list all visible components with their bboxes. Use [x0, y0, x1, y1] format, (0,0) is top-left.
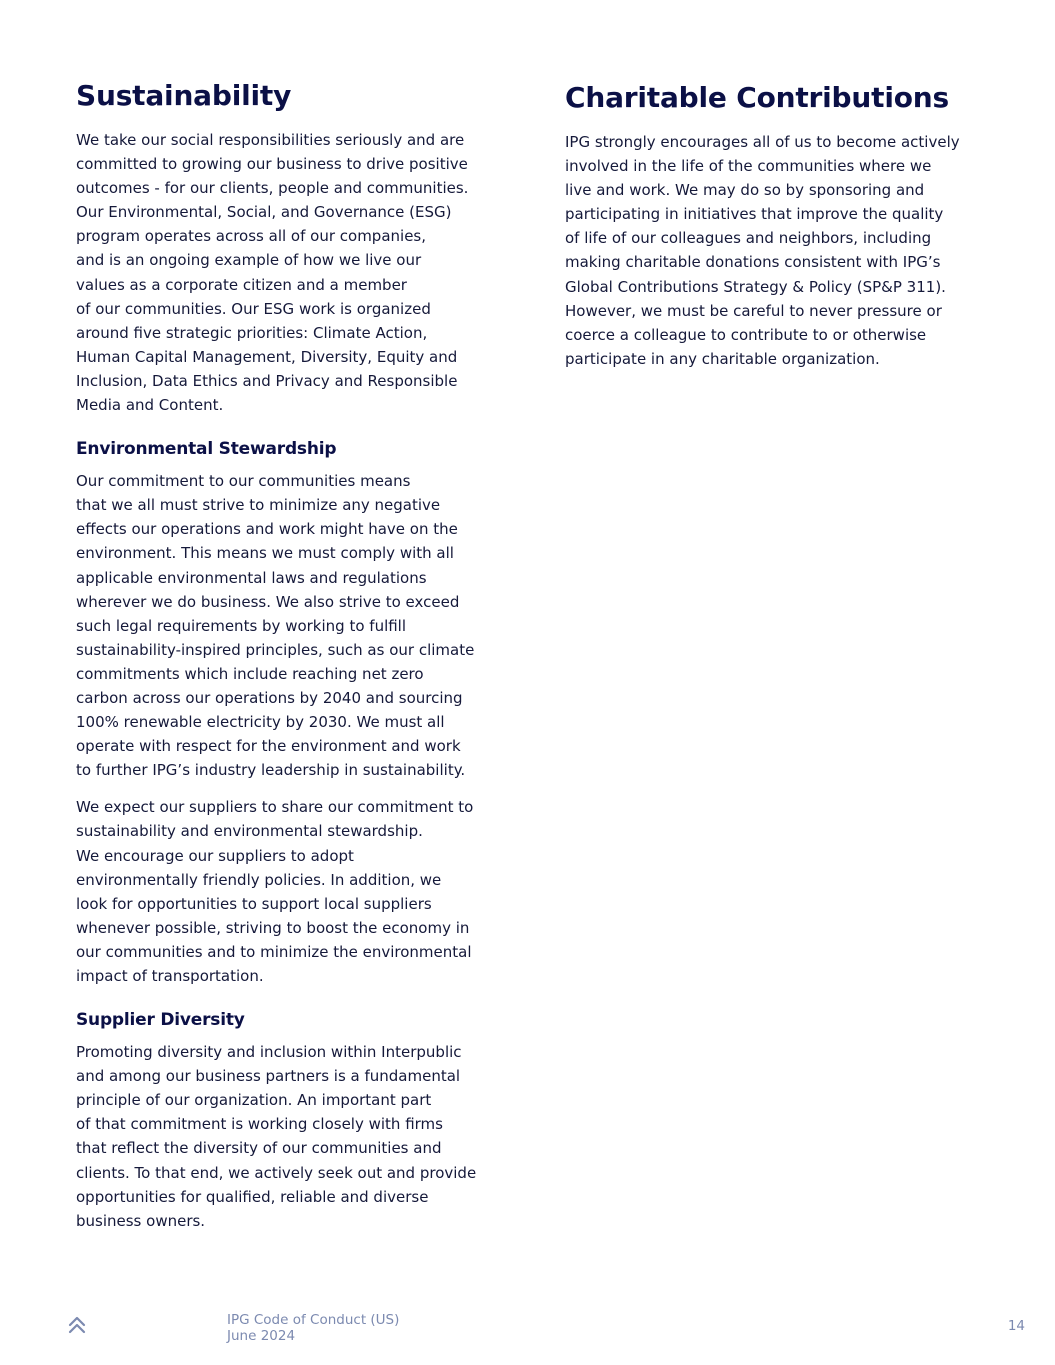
footer-document-date: June 2024: [227, 1328, 296, 1344]
footer-document-info: [227, 1312, 399, 1344]
charitable-contributions-section: [565, 80, 985, 371]
environmental-paragraph-2: We expect our suppliers to share our commitment to sustainability and environmental stewardship. We encourage our suppliers to adopt environmentally friendly policies. In addition, we look for opportunities to support local suppliers whenever possible, striving to boost the economy in our communities and to minimize the environmental impact of transportation.: [76, 798, 474, 985]
right-column: [565, 78, 985, 371]
double-chevron-up-icon[interactable]: [67, 1314, 87, 1336]
sustainability-section: [76, 78, 506, 417]
environmental-stewardship-section: [76, 437, 506, 988]
left-column: [76, 78, 506, 1233]
charitable-contributions-paragraph: IPG strongly encourages all of us to become actively involved in the life of the communities where we live and work. We may do so by sponsoring and participating in initiatives that improve the quality of life of our colleagues and neighbors, including making charitable donations consistent with IPG’s Global Contributions Strategy & Policy (SP&P 311). However, we must be careful to never pressure or coerce a colleague to contribute to or otherwise participate in any charitable organization.: [565, 133, 960, 368]
environmental-stewardship-heading: Environmental Stewardship: [76, 439, 337, 460]
page-number: 14: [1007, 1318, 1025, 1334]
environmental-paragraph-1: Our commitment to our communities means that we all must strive to minimize any negative effects our operations and work might have on the environment. This means we must comply with all applicable environmental laws and regulations wherever we do business. We also strive to exceed such legal requirements by working to fulfill sustainability-inspired principles, such as our climate commitments which include reaching net zero carbon across our operations by 2040 and sourcing 100% renewable electricity by 2030. We must all operate with respect for the environment and work to further IPG’s industry leadership in sustainability.: [76, 472, 475, 780]
charitable-contributions-heading: Charitable Contributions: [565, 81, 949, 114]
supplier-diversity-section: [76, 1008, 506, 1233]
sustainability-paragraph: We take our social responsibilities seriously and are committed to growing our business to drive positive outcomes - for our clients, people and communities. Our Environmental, Social, and Governance (ESG) program operates across all of our companies, and is an ongoing example of how we live our values as a corporate citizen and a member of our communities. Our ESG work is organized around five strategic priorities: Climate Action, Human Capital Management, Diversity, Equity and Inclusion, Data Ethics and Privacy and Responsible Media and Content.: [76, 131, 469, 415]
supplier-diversity-paragraph: Promoting diversity and inclusion within Interpublic and among our business partners is a fundamental principle of our organization. An important part of that commitment is working closely with firms that reflect the diversity of our communities and clients. To that end, we actively seek out and provide opportunities for qualified, reliable and diverse business owners.: [76, 1043, 477, 1230]
page-footer: [0, 1310, 1055, 1350]
footer-document-title: IPG Code of Conduct (US): [227, 1312, 400, 1328]
supplier-diversity-heading: Supplier Diversity: [76, 1010, 245, 1031]
sustainability-heading: Sustainability: [76, 79, 292, 112]
